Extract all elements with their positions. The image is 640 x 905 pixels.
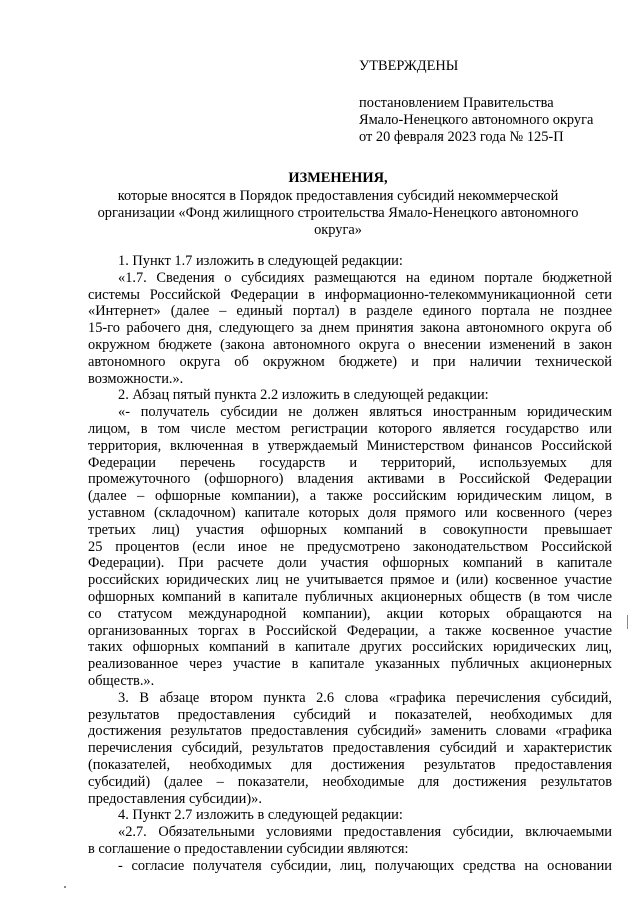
section-3-line: субсидий) (далее – показатели, необходимые для достижения результатов bbox=[88, 773, 612, 790]
section-4-line: - согласие получателя субсидии, лиц, получающих средства на основании bbox=[118, 857, 612, 874]
section-1-heading: 1. Пункт 1.7 изложить в следующей редакции: bbox=[118, 253, 403, 269]
section-3-line: предоставления субсидии)». bbox=[88, 790, 262, 807]
section-3-line: (показателей, необходимых для достижения результатов предоставления bbox=[88, 756, 612, 773]
section-2-line: организованных торгах в Российской Федерации, а также косвенное участие bbox=[88, 622, 612, 639]
section-4-line: «2.7. Обязательными условиями предоставления субсидии, включаемыми bbox=[118, 824, 612, 841]
approval-line: Ямало-Ненецкого автономного округа bbox=[359, 112, 594, 128]
section-2-line: уставном (складочном) капитале которых доля прямого или косвенного (через bbox=[88, 504, 612, 521]
section-3-line: результатов предоставления субсидий и показателей, необходимых для bbox=[88, 706, 612, 723]
section-3-line: достижения результатов предоставления субсидий» заменить словами «графика bbox=[88, 723, 612, 740]
section-1-line: возможности.». bbox=[88, 370, 184, 387]
section-2-line: территория, включенная в утверждаемый Министерством финансов Российской bbox=[88, 437, 612, 454]
approval-block bbox=[359, 58, 629, 146]
title-main: ИЗМЕНЕНИЯ, bbox=[288, 170, 388, 186]
section-1-line: автономного округа об окружном бюджете) и при наличии технической bbox=[88, 353, 612, 370]
section-2-line: промежуточного (офшорного) владения активами в Российской Федерации bbox=[88, 471, 612, 488]
section-1-line: системы Российской Федерации в информационно-телекоммуникационной сети bbox=[88, 286, 612, 303]
approval-line: от 20 февраля 2023 года № 125-П bbox=[359, 129, 564, 145]
section-2-line: обществ.». bbox=[88, 672, 155, 689]
section-2-line: третьих лиц) участия офшорных компаний в совокупности превышает bbox=[88, 521, 612, 538]
title-line: которые вносятся в Порядок предоставления субсидий некоммерческой bbox=[117, 188, 559, 204]
scan-mark bbox=[64, 886, 66, 888]
section-2-line: со статусом международной компании), акции которых обращаются на bbox=[88, 605, 612, 622]
section-1-line: 15-го рабочего дня, следующего за днем принятия закона автономного округа об bbox=[88, 320, 612, 337]
section-2-line: реализованное через участие в капитале указанных публичных акционерных bbox=[88, 656, 612, 673]
section-1-line: «1.7. Сведения о субсидиях размещаются на едином портале бюджетной bbox=[118, 269, 612, 286]
section-2-line: офшорных компаний в капитале публичных акционерных обществ (в том числе bbox=[88, 588, 612, 605]
section-4-heading: 4. Пункт 2.7 изложить в следующей редакции: bbox=[118, 807, 403, 824]
section-2-line: Федерации перечень государств и территорий, используемых для bbox=[88, 454, 612, 471]
section-1-line: «Интернет» (далее – единый портал) в разделе единого портала не позднее bbox=[88, 303, 612, 320]
document-body bbox=[88, 253, 612, 874]
section-3-line: 3. В абзаце втором пункта 2.6 слова «графика перечисления субсидий, bbox=[118, 689, 612, 706]
section-4-line: в соглашение о предоставлении субсидии являются: bbox=[88, 840, 409, 857]
section-2-heading: 2. Абзац пятый пункта 2.2 изложить в следующей редакции: bbox=[118, 387, 489, 404]
section-1-line: окружном бюджете (закона автономного округа о внесении изменений в закон bbox=[88, 336, 612, 353]
section-2-line: Федерации). При расчете доли участия офшорных компаний в капитале bbox=[88, 555, 612, 572]
section-2-line: лицом, в том числе местом регистрации которого является государство или bbox=[88, 420, 612, 437]
title-line: организации «Фонд жилищного строительства Ямало-Ненецкого автономного bbox=[97, 205, 579, 221]
section-2-line: (далее – офшорные компании), а также российским юридическим лицом, в bbox=[88, 488, 612, 505]
title-line: округа» bbox=[314, 222, 362, 238]
section-2-line: таких офшорных компаний в капитале других российских юридических лиц, bbox=[88, 639, 612, 656]
approval-heading: УТВЕРЖДЕНЫ bbox=[359, 58, 459, 74]
scan-mark bbox=[627, 615, 628, 629]
approval-line: постановлением Правительства bbox=[359, 95, 554, 111]
document-title bbox=[88, 170, 588, 239]
section-2-line: «- получатель субсидии не должен являться иностранным юридическим bbox=[118, 404, 612, 421]
section-2-line: российских юридических лиц не учитывается прямое и (или) косвенное участие bbox=[88, 572, 612, 589]
section-3-line: перечисления субсидий, результатов предоставления субсидий и характеристик bbox=[88, 740, 612, 757]
section-2-line: 25 процентов (если иное не предусмотрено законодательством Российской bbox=[88, 538, 612, 555]
